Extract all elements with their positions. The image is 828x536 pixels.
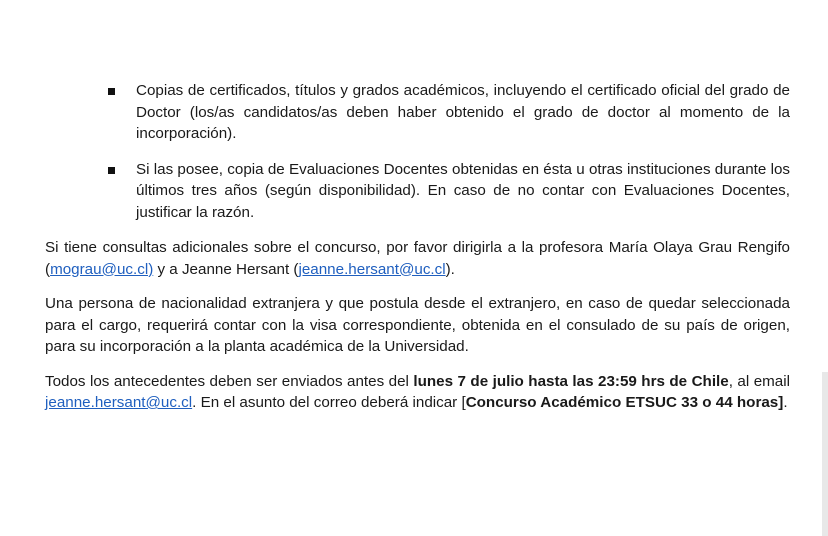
list-item-text: Copias de certificados, títulos y grados académicos, incluyendo el certificado oficial del grado de Doctor (los/as candidatos/as deben haber obtenido el grado de doctor al momento de la incorporación).	[136, 82, 790, 142]
list-item	[45, 80, 790, 145]
contact-paragraph	[45, 237, 790, 280]
deadline-date: lunes 7 de julio hasta las 23:59 hrs de Chile	[413, 372, 729, 390]
scrollbar[interactable]	[822, 372, 828, 536]
deadline-text-4: .	[783, 394, 788, 411]
square-bullet-icon	[108, 88, 115, 95]
deadline-text-1: Todos los antecedentes deben ser enviados antes del	[45, 372, 414, 390]
email-link-submission[interactable]: jeanne.hersant@uc.cl	[45, 394, 193, 411]
deadline-paragraph	[45, 371, 790, 414]
contact-text-3: ).	[445, 260, 455, 278]
deadline-text-3: . En el asunto del correo deberá indicar [	[192, 394, 466, 411]
deadline-text-2: , al email	[728, 372, 790, 390]
email-link-hersant[interactable]: jeanne.hersant@uc.cl	[298, 260, 446, 278]
visa-paragraph: Una persona de nacionalidad extranjera y que postula desde el extranjero, en caso de quedar seleccionada para el cargo, requerirá contar con la visa correspondiente, obtenida en el consulado de su país de origen, para su incorporación a la planta académica de la Universidad.	[45, 295, 790, 355]
contact-text-2: y a Jeanne Hersant (	[153, 260, 299, 278]
square-bullet-icon	[108, 167, 115, 174]
list-item-text: Si las posee, copia de Evaluaciones Docentes obtenidas en ésta u otras instituciones durante los últimos tres años (según disponibilidad). En caso de no contar con Evaluaciones Docentes, justificar la razón.	[136, 160, 790, 221]
email-subject: Concurso Académico ETSUC 33 o 44 horas]	[465, 394, 784, 411]
email-link-mograu[interactable]: mograu@uc.cl)	[50, 260, 154, 278]
requirements-list	[45, 80, 790, 223]
list-item	[45, 159, 790, 224]
contact-text-1: Si tiene consultas adicionales sobre el concurso, por favor dirigirla a la profesora María Olaya Grau Rengifo (	[45, 239, 790, 278]
document-body	[45, 80, 790, 427]
